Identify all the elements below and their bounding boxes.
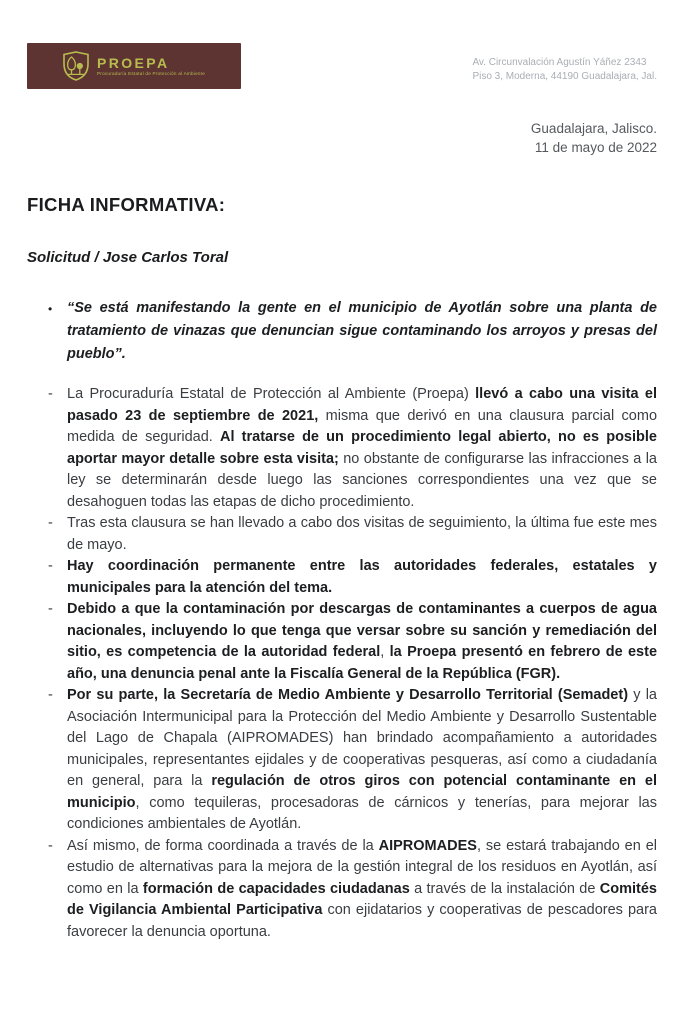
list-item — [27, 836, 657, 944]
dash-marker: - — [48, 386, 53, 402]
list-item — [27, 384, 657, 513]
dash-marker: - — [48, 601, 53, 617]
body-list — [27, 297, 657, 943]
list-item — [27, 513, 657, 556]
list-item-text: Tras esta clausura se han llevado a cabo dos visitas de seguimiento, la última fue este mes de mayo. — [67, 515, 657, 553]
proepa-logo — [27, 43, 241, 89]
list-item — [27, 685, 657, 836]
list-item-text: La Procuraduría Estatal de Protección al Ambiente (Proepa) llevó a cabo una visita el pasado 23 de septiembre de 2021, misma que derivó en una clausura parcial como medida de seguridad. Al tratarse de un procedimiento legal abierto, no es posible aportar mayor detalle sobre esta visita; no obstante de configurarse las infracciones a la ley se determinarán desde luego las sanciones correspondientes una vez que se desahoguen todas las etapas de dicho procedimiento. — [67, 386, 658, 510]
address-line-2: Piso 3, Moderna, 44190 Guadalajara, Jal. — [472, 71, 657, 82]
dash-marker: - — [48, 515, 53, 531]
list-item-text: Debido a que la contaminación por descargas de contaminantes a cuerpos de agua nacionales, incluyendo lo que tenga que versar sobre su sanción y remediación del sitio, es competencia de la autoridad federal, la Proepa presentó en febrero de este año, una denuncia penal ante la Fiscalía General de la República (FGR). — [67, 601, 658, 682]
list-item-text: “Se está manifestando la gente en el municipio de Ayotlán sobre una planta de tratamiento de vinazas que denuncian sigue contaminando los arroyos y presas del pueblo”. — [67, 300, 657, 362]
logo-text — [97, 56, 205, 77]
dash-marker: - — [48, 837, 53, 854]
logo-wordmark: PROEPA — [96, 54, 170, 71]
logo-tagline: Procuraduría Estatal de Protección al Ambiente — [96, 70, 206, 76]
list-item — [27, 599, 657, 685]
bullet-icon: • — [48, 302, 53, 316]
list-item-text: Hay coordinación permanente entre las autoridades federales, estatales y municipales para la atención del tema. — [67, 558, 657, 596]
list-item — [27, 556, 657, 599]
dateline — [27, 119, 657, 157]
list-item-text: Así mismo, de forma coordinada a través de la AIPROMADES, se estará trabajando en el estudio de alternativas para la mejora de la gestión integral de los residuos en Ayotlán, así como en la formación de capacidades ciudadanas a través de la instalación de Comités de Vigilancia Ambiental Participativa con ejidatarios y cooperativas de pescadores para favorecer la denuncia oportuna. — [67, 837, 657, 940]
dash-marker: - — [48, 558, 53, 574]
address-line-1: Av. Circunvalación Agustín Yáñez 2343 — [472, 57, 647, 68]
page-title: FICHA INFORMATIVA: — [27, 194, 226, 215]
document-header — [27, 0, 657, 89]
dateline-date: 11 de mayo de 2022 — [534, 140, 657, 155]
list-item-text: Por su parte, la Secretaría de Medio Ambiente y Desarrollo Territorial (Semadet) y la Asociación Intermunicipal para la Protección del Medio Ambiente y Desarrollo Sustentable del Lago de Chapala (AIPROMADES) han brindado acompañamiento a autoridades municipales, representantes ejidales y de cooperativas pesqueras, así como a ciudadanía en general, para la regulación de otros giros con potencial contaminante en el municipio, como tequileras, procesadoras de cárnicos y tenerías, para mejorar las condiciones ambientales de Ayotlán. — [67, 687, 658, 832]
dash-marker: - — [48, 687, 53, 703]
dateline-place: Guadalajara, Jalisco. — [530, 121, 657, 136]
address-block — [472, 56, 657, 84]
list-item-quote — [27, 297, 657, 366]
document-subtitle: Solicitud / Jose Carlos Toral — [27, 249, 229, 266]
shield-trees-icon — [63, 51, 89, 81]
